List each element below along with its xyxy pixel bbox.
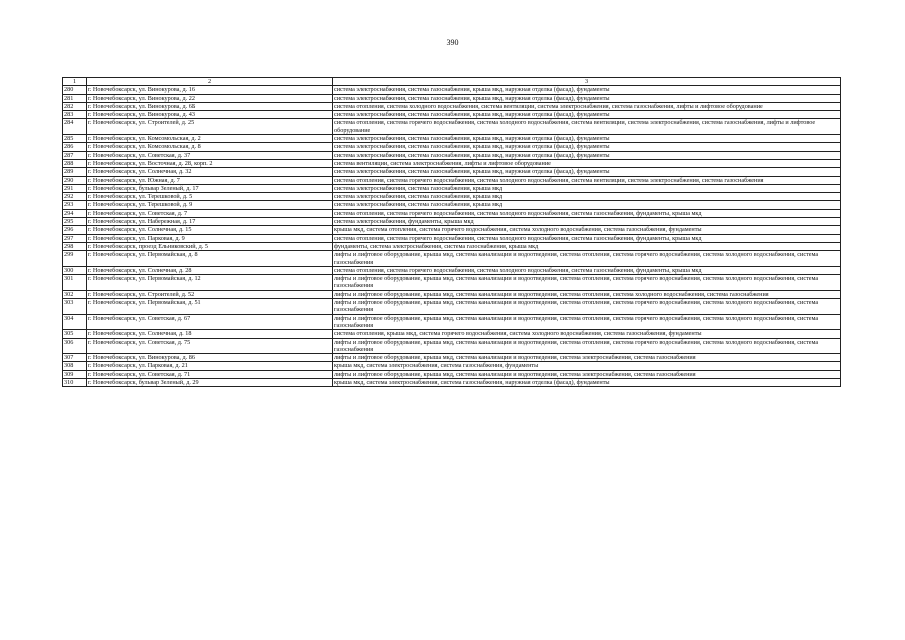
address-cell: г. Новочебоксарск, ул. Винокурова, д. 6Б — [87, 102, 333, 110]
systems-cell: система отопления, система горячего водоснабжения, система холодного водоснабжения, система вентиляции, система электроснабжения, система газоснабжения — [333, 176, 841, 184]
table-row — [63, 209, 841, 217]
systems-cell: крыша мкд, система электроснабжения, система газоснабжения, фундаменты — [333, 362, 841, 370]
address-cell: г. Новочебоксарск, ул. Советская, д. 7 — [87, 209, 333, 217]
address-cell: г. Новочебоксарск, бульвар Зеленый, д. 29 — [87, 378, 333, 386]
table-row — [63, 94, 841, 102]
row-number-cell: 287 — [63, 151, 87, 159]
systems-cell: система электроснабжения, система газоснабжения, крыша мкд — [333, 201, 841, 209]
systems-cell: система отопления, система горячего водоснабжения, система холодного водоснабжения, система газоснабжения, фундаменты, крыша мкд — [333, 266, 841, 274]
systems-cell: система отопления, система горячего водоснабжения, система холодного водоснабжения, система газоснабжения, фундаменты, крыша мкд — [333, 209, 841, 217]
address-cell: г. Новочебоксарск, ул. Набережная, д. 17 — [87, 218, 333, 226]
address-cell: г. Новочебоксарск, проезд Ельниковский, д. 5 — [87, 242, 333, 250]
address-cell: г. Новочебоксарск, ул. Строителей, д. 25 — [87, 119, 333, 135]
row-number-cell: 288 — [63, 159, 87, 167]
row-number-cell: 294 — [63, 209, 87, 217]
table-row — [63, 135, 841, 143]
systems-cell: фундаменты, система электроснабжения, система газоснабжения, крыша мкд — [333, 242, 841, 250]
table-row — [63, 176, 841, 184]
systems-cell: крыша мкд, система электроснабжения, система газоснабжения, наружная отделка (фасад), фундаменты — [333, 378, 841, 386]
address-cell: г. Новочебоксарск, ул. Винокурова, д. 86 — [87, 354, 333, 362]
systems-cell: система отопления, система холодного водоснабжения, система вентиляции, система электроснабжения, система газоснабжения, лифты и лифтовое оборудование — [333, 102, 841, 110]
systems-cell: лифты и лифтовое оборудование, крыша мкд, система канализации и водоотведения, система отопления, система горячего водоснабжения, система холодного водоснабжения, система газоснабжения — [333, 299, 841, 315]
table-row — [63, 168, 841, 176]
systems-cell: система электроснабжения, система газоснабжения, крыша мкд, наружная отделка (фасад), фундаменты — [333, 135, 841, 143]
table-row — [63, 251, 841, 267]
systems-cell: система электроснабжения, система газоснабжения, крыша мкд, наружная отделка (фасад), фундаменты — [333, 86, 841, 94]
table-row — [63, 226, 841, 234]
table-row — [63, 159, 841, 167]
table-row — [63, 151, 841, 159]
systems-cell: система электроснабжения, система газоснабжения, крыша мкд, наружная отделка (фасад), фундаменты — [333, 143, 841, 151]
systems-cell: система отопления, система горячего водоснабжения, система холодного водоснабжения, система вентиляции, система электроснабжения, система газоснабжения, лифты и лифтовое оборудование — [333, 119, 841, 135]
row-number-cell: 285 — [63, 135, 87, 143]
address-cell: г. Новочебоксарск, ул. Комсомольская, д. 2 — [87, 135, 333, 143]
table-body — [63, 86, 841, 387]
systems-cell: система электроснабжения, система газоснабжения, крыша мкд, наружная отделка (фасад), фундаменты — [333, 94, 841, 102]
table-header-row — [63, 78, 841, 86]
table-row — [63, 143, 841, 151]
systems-cell: система электроснабжения, система газоснабжения, крыша мкд, наружная отделка (фасад), фундаменты — [333, 168, 841, 176]
row-number-cell: 307 — [63, 354, 87, 362]
housing-register-table — [62, 77, 841, 387]
address-cell: г. Новочебоксарск, ул. Строителей, д. 52 — [87, 290, 333, 298]
table-row — [63, 193, 841, 201]
address-cell: г. Новочебоксарск, ул. Первомайская, д. 12 — [87, 275, 333, 291]
systems-cell: система отопления, крыша мкд, система горячего водоснабжения, система холодного водоснабжения, система газоснабжения, фундаменты — [333, 330, 841, 338]
address-cell: г. Новочебоксарск, ул. Советская, д. 67 — [87, 314, 333, 330]
row-number-cell: 282 — [63, 102, 87, 110]
row-number-cell: 301 — [63, 275, 87, 291]
row-number-cell: 295 — [63, 218, 87, 226]
address-cell: г. Новочебоксарск, ул. Терешковой, д. 9 — [87, 201, 333, 209]
table-row — [63, 201, 841, 209]
systems-cell: лифты и лифтовое оборудование, крыша мкд, система канализации и водоотведения, система отопления, система горячего водоснабжения, система холодного водоснабжения, система газоснабжения — [333, 275, 841, 291]
address-cell: г. Новочебоксарск, ул. Южная, д. 7 — [87, 176, 333, 184]
row-number-cell: 300 — [63, 266, 87, 274]
table-row — [63, 86, 841, 94]
row-number-cell: 283 — [63, 111, 87, 119]
table-row — [63, 275, 841, 291]
table-row — [63, 119, 841, 135]
table-row — [63, 370, 841, 378]
systems-cell: лифты и лифтовое оборудование, крыша мкд, система канализации и водоотведения, система электроснабжения, система газоснабжения — [333, 354, 841, 362]
table-row — [63, 290, 841, 298]
row-number-cell: 280 — [63, 86, 87, 94]
systems-cell: система электроснабжения, система газоснабжения, крыша мкд — [333, 184, 841, 192]
page-number: 390 — [446, 38, 459, 47]
table-row — [63, 354, 841, 362]
row-number-cell: 281 — [63, 94, 87, 102]
row-number-cell: 302 — [63, 290, 87, 298]
systems-cell: лифты и лифтовое оборудование, крыша мкд, система канализации и водоотведения, система отопления, система горячего водоснабжения, система холодного водоснабжения, система газоснабжения — [333, 338, 841, 354]
table-row — [63, 218, 841, 226]
row-number-cell: 309 — [63, 370, 87, 378]
table-row — [63, 242, 841, 250]
row-number-cell: 286 — [63, 143, 87, 151]
row-number-cell: 291 — [63, 184, 87, 192]
row-number-cell: 293 — [63, 201, 87, 209]
systems-cell: крыша мкд, система отопления, система горячего водоснабжения, система холодного водоснабжения, система газоснабжения, фундаменты — [333, 226, 841, 234]
row-number-cell: 289 — [63, 168, 87, 176]
address-cell: г. Новочебоксарск, ул. Комсомольская, д. 8 — [87, 143, 333, 151]
row-number-cell: 303 — [63, 299, 87, 315]
row-number-cell: 305 — [63, 330, 87, 338]
row-number-cell: 296 — [63, 226, 87, 234]
table-row — [63, 338, 841, 354]
row-number-cell: 284 — [63, 119, 87, 135]
row-number-cell: 299 — [63, 251, 87, 267]
column-header-number: 1 — [63, 78, 87, 86]
address-cell: г. Новочебоксарск, ул. Восточная, д. 28, корп. 2 — [87, 159, 333, 167]
table-row — [63, 314, 841, 330]
row-number-cell: 310 — [63, 378, 87, 386]
address-cell: г. Новочебоксарск, ул. Винокурова, д. 16 — [87, 86, 333, 94]
table-row — [63, 234, 841, 242]
systems-cell: лифты и лифтовое оборудование, крыша мкд, система канализации и водоотведения, система электроснабжения, система газоснабжения — [333, 370, 841, 378]
table-row — [63, 299, 841, 315]
table-row — [63, 111, 841, 119]
systems-cell: система отопления, система горячего водоснабжения, система холодного водоснабжения, система газоснабжения, фундаменты, крыша мкд — [333, 234, 841, 242]
address-cell: г. Новочебоксарск, ул. Парковая, д. 9 — [87, 234, 333, 242]
address-cell: г. Новочебоксарск, ул. Винокурова, д. 22 — [87, 94, 333, 102]
address-cell: г. Новочебоксарск, ул. Терешковой, д. 5 — [87, 193, 333, 201]
systems-cell: система вентиляции, система электроснабжения, лифты и лифтовое оборудование — [333, 159, 841, 167]
row-number-cell: 292 — [63, 193, 87, 201]
row-number-cell: 304 — [63, 314, 87, 330]
systems-cell: система электроснабжения, система газоснабжения, крыша мкд, наружная отделка (фасад), фундаменты — [333, 111, 841, 119]
row-number-cell: 306 — [63, 338, 87, 354]
address-cell: г. Новочебоксарск, ул. Советская, д. 75 — [87, 338, 333, 354]
table-row — [63, 266, 841, 274]
table-row — [63, 330, 841, 338]
address-cell: г. Новочебоксарск, ул. Солнечная, д. 28 — [87, 266, 333, 274]
row-number-cell: 290 — [63, 176, 87, 184]
address-cell: г. Новочебоксарск, ул. Солнечная, д. 15 — [87, 226, 333, 234]
systems-cell: лифты и лифтовое оборудование, крыша мкд, система канализации и водоотведения, система отопления, система холодного водоснабжения, система газоснабжения — [333, 290, 841, 298]
address-cell: г. Новочебоксарск, ул. Первомайская, д. 51 — [87, 299, 333, 315]
systems-cell: лифты и лифтовое оборудование, крыша мкд, система канализации и водоотведения, система отопления, система горячего водоснабжения, система холодного водоснабжения, система газоснабжения — [333, 251, 841, 267]
table-row — [63, 102, 841, 110]
address-cell: г. Новочебоксарск, ул. Советская, д. 37 — [87, 151, 333, 159]
address-cell: г. Новочебоксарск, ул. Парковая, д. 21 — [87, 362, 333, 370]
row-number-cell: 308 — [63, 362, 87, 370]
table-row — [63, 184, 841, 192]
table-row — [63, 362, 841, 370]
column-header-address: 2 — [87, 78, 333, 86]
systems-cell: система электроснабжения, система газоснабжения, крыша мкд, наружная отделка (фасад), фундаменты — [333, 151, 841, 159]
address-cell: г. Новочебоксарск, ул. Солнечная, д. 32 — [87, 168, 333, 176]
systems-cell: система электроснабжения, система газоснабжения, крыша мкд — [333, 193, 841, 201]
address-cell: г. Новочебоксарск, бульвар Зеленый, д. 17 — [87, 184, 333, 192]
systems-cell: лифты и лифтовое оборудование, крыша мкд, система канализации и водоотведения, система отопления, система горячего водоснабжения, система холодного водоснабжения, система газоснабжения — [333, 314, 841, 330]
row-number-cell: 297 — [63, 234, 87, 242]
systems-cell: система электроснабжения, фундаменты, крыша мкд — [333, 218, 841, 226]
address-cell: г. Новочебоксарск, ул. Советская, д. 71 — [87, 370, 333, 378]
row-number-cell: 298 — [63, 242, 87, 250]
column-header-systems: 3 — [333, 78, 841, 86]
address-cell: г. Новочебоксарск, ул. Солнечная, д. 18 — [87, 330, 333, 338]
address-cell: г. Новочебоксарск, ул. Винокурова, д. 43 — [87, 111, 333, 119]
table-row — [63, 378, 841, 386]
address-cell: г. Новочебоксарск, ул. Первомайская, д. 8 — [87, 251, 333, 267]
